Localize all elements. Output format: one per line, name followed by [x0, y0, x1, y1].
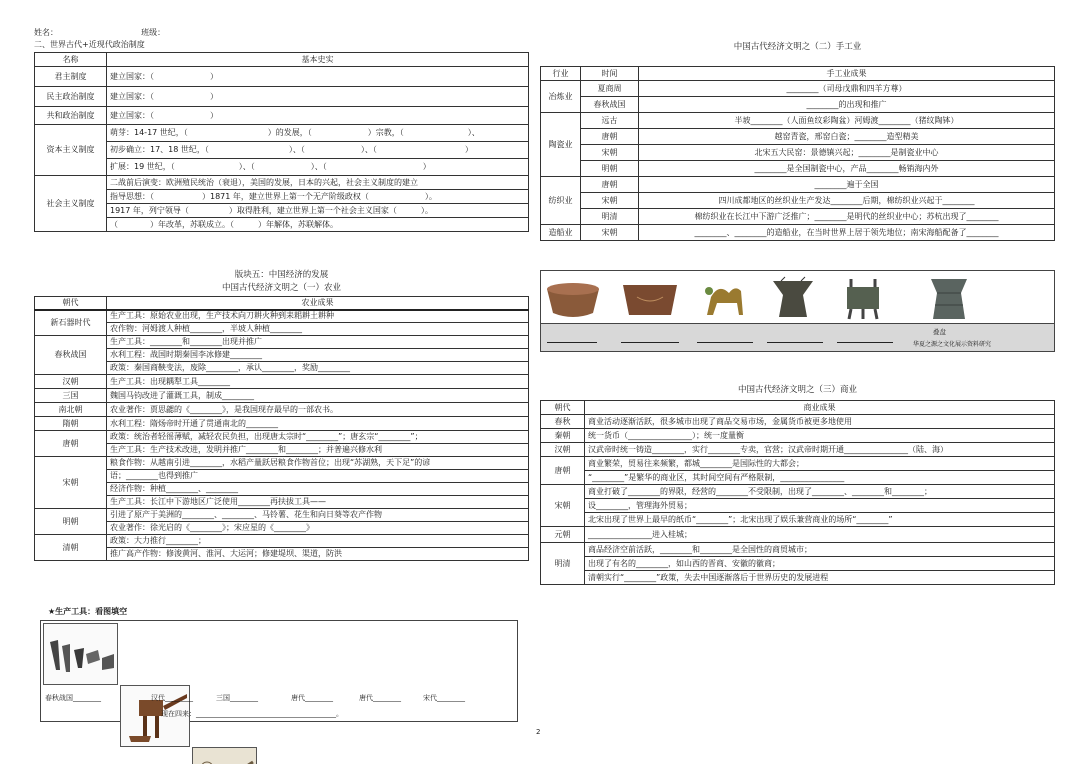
- agri-line: 生产工具：生产技术改进，发明并推广________和________；并普遍兴修水利: [107, 444, 529, 457]
- result-cell: ________遍于全国: [639, 177, 1055, 193]
- commerce-table: [540, 400, 1055, 585]
- tool-caption: 三国________: [216, 694, 258, 702]
- agri-line: 生产工具：长江中下游地区广泛使用________再扶拔工具——: [107, 496, 529, 509]
- dynasty-cell: 宋朝: [35, 457, 107, 509]
- col-head-industry: 行业: [541, 67, 581, 81]
- agri-line: 生产工具：出现耦犁工具________: [107, 375, 529, 389]
- dynasty-cell: 宋朝: [541, 485, 585, 527]
- col-head-dynasty: 朝代: [541, 401, 585, 415]
- commerce-line: 商业活动逐渐活跃，很多城市出现了商品交易市场，金属货币被更多地使用: [585, 415, 1055, 429]
- politics-table-wrap: [34, 52, 529, 232]
- result-cell: 半坡________（人面鱼纹彩陶盆）河姆渡________（猪纹陶钵）: [639, 113, 1055, 129]
- industry-cell: 陶瓷业: [541, 113, 581, 177]
- dynasty-cell: 元朝: [541, 527, 585, 543]
- row-name: 共和政治制度: [35, 107, 107, 125]
- commerce-line: ________________进入桂城；: [585, 527, 1055, 543]
- header-line: [34, 27, 165, 38]
- commerce-line: 北宋出现了世界上最早的纸币“________”；北宋出现了娱乐兼营商业的场所“________”: [585, 513, 1055, 527]
- iron-tools-icon: [44, 624, 118, 685]
- agri-line: 农业著作：贾思勰的《________》，是我国现存最早的一部农书。: [107, 403, 529, 417]
- tool-image: [192, 747, 257, 764]
- commerce-line: 清朝实行“________”政策，失去中国逐渐落后于世界历史的发展进程: [585, 571, 1055, 585]
- blank-line: [621, 342, 679, 343]
- result-cell: 棉纺织业在长江中下游广泛推广；________是明代的丝织业中心；苏杭出现了________: [639, 209, 1055, 225]
- col-head-dynasty: 朝代: [35, 297, 107, 310]
- result-cell: ________、________的造船业，在当时世界上居于领先地位；南宋海船配备了________: [639, 225, 1055, 241]
- agri-line: 政策：统治者轻徭薄赋，减轻农民负担，出现唐太宗时“________”；唐玄宗“________”；: [107, 431, 529, 444]
- dynasty-cell: 三国: [35, 389, 107, 403]
- col-head-name: 名称: [35, 53, 107, 67]
- row-name: 社会主义制度: [35, 176, 107, 232]
- artifact-caption-strip: [541, 323, 1054, 351]
- blank-line: [837, 342, 893, 343]
- agri-title: 中国古代经济文明之（一）农业: [221, 283, 341, 293]
- time-cell: 唐朝: [581, 177, 639, 193]
- commerce-line: 统一货币（________________）；统一度量衡: [585, 429, 1055, 443]
- row-name: 民主政治制度: [35, 87, 107, 107]
- commerce-title: 中国古代经济文明之（三）商业: [737, 385, 857, 395]
- row-line: 建立国家：（ ）: [107, 87, 529, 107]
- time-cell: 远古: [581, 113, 639, 129]
- time-cell: 唐朝: [581, 129, 639, 145]
- blank-line: [767, 342, 823, 343]
- row-name: 君主制度: [35, 67, 107, 87]
- result-cell: ________的出现和推广: [639, 97, 1055, 113]
- page-number: 2: [536, 728, 541, 736]
- dynasty-cell: 春秋战国: [35, 336, 107, 375]
- col-head-achievements: 农业成果: [107, 297, 529, 310]
- row-line: 建立国家：（ ）: [107, 67, 529, 87]
- row-line: 初步确立：17、18 世纪，（ ）、（ ）、（ ）: [107, 142, 529, 159]
- dynasty-cell: 明朝: [35, 509, 107, 535]
- industry-cell: 冶炼业: [541, 81, 581, 113]
- dynasty-cell: 唐朝: [541, 457, 585, 485]
- dynasty-cell: 汉朝: [35, 375, 107, 389]
- tool-caption: 唐代________: [359, 694, 401, 702]
- dynasty-cell: 清朝: [35, 535, 107, 561]
- pottery-bowl-icon: [615, 275, 685, 323]
- class-label: 班级：: [141, 28, 166, 37]
- politics-table: [34, 52, 529, 232]
- economy-title: 版块五：中国经济的发展: [234, 270, 329, 280]
- row-line: 指导思想：（ ）1871 年，建立世界上第一个无产阶级政权（ ）。: [107, 190, 529, 204]
- time-cell: 明清: [581, 209, 639, 225]
- craft-table-wrap: [540, 66, 1055, 241]
- result-cell: ________（司母戊鼎和四羊方尊）: [639, 81, 1055, 97]
- tool-image: [43, 623, 118, 685]
- agri-line: 水利工程：隋炀帝时开通了贯通南北的________: [107, 417, 529, 431]
- tools-bottom-line: 现在四来：________________________________________。: [161, 710, 343, 718]
- time-cell: 宋朝: [581, 193, 639, 209]
- row-line: 建立国家：（ ）: [107, 107, 529, 125]
- commerce-line: 商业繁荣，贸易往来频繁，都城________是国际性的大都会；: [585, 457, 1055, 471]
- commerce-table-wrap: [540, 400, 1055, 585]
- artifact-image: [909, 275, 989, 323]
- craft-title: 中国古代经济文明之（二）手工业: [733, 42, 862, 52]
- craft-table: [540, 66, 1055, 241]
- agri-line: 引进了原产于美洲的________、________、马铃薯、花生和向日葵等农产作物: [107, 509, 529, 522]
- artifact-image: [833, 275, 893, 323]
- agri-line: 语；________也得到推广: [107, 470, 529, 483]
- agri-line: 农作物：河姆渡人种植________，半坡人种植________: [107, 323, 529, 336]
- blank-line: [547, 342, 597, 343]
- col-head-results: 商业成果: [585, 401, 1055, 415]
- commerce-line: 出现了有名的________，如山西的晋商、安徽的徽商；: [585, 557, 1055, 571]
- square-zun-icon: [909, 275, 989, 323]
- painted-pottery-basin-icon: [543, 275, 603, 323]
- agri-line: 水利工程：战国时期秦国李冰修建________: [107, 349, 529, 362]
- commerce-line: 商品经济空前活跃，________和________是全国性的商贸城市；: [585, 543, 1055, 557]
- dynasty-cell: 唐朝: [35, 431, 107, 457]
- dynasty-cell: 秦朝: [541, 429, 585, 443]
- time-cell: 宋朝: [581, 145, 639, 161]
- bronze-zun-icon: [763, 275, 823, 323]
- tool-caption: 唐代________: [291, 694, 333, 702]
- result-cell: 北宋五大民窑：景德镇兴起；________是制瓷业中心: [639, 145, 1055, 161]
- artifact-image: [763, 275, 823, 323]
- artifact-label: 叠盘: [933, 328, 946, 336]
- tool-caption: 宋代________: [423, 694, 465, 702]
- row-line: 1917 年，列宁领导（ ）取得胜利，建立世界上第一个社会主义国家（ ）。: [107, 204, 529, 218]
- agri-line: 生产工具：________和________出现并推广: [107, 336, 529, 349]
- artifact-image: [543, 275, 603, 323]
- agri-line: 魏国马钧改进了灌溉工具，制成________: [107, 389, 529, 403]
- commerce-line: 商业打破了________的界限，经营的________不受限制，出现了________、________和________；: [585, 485, 1055, 499]
- dynasty-cell: 汉朝: [541, 443, 585, 457]
- agri-table-wrap: [34, 296, 529, 561]
- industry-cell: 造船业: [541, 225, 581, 241]
- tool-caption: 汉代________: [151, 694, 193, 702]
- result-cell: ________是全国制瓷中心，产品________畅销海内外: [639, 161, 1055, 177]
- time-cell: 宋朝: [581, 225, 639, 241]
- name-label: 姓名：: [34, 28, 58, 37]
- result-cell: 四川成都地区的丝织业生产发达________后期，棉纺织业兴起于________: [639, 193, 1055, 209]
- industry-cell: 纺织业: [541, 177, 581, 225]
- row-line: 二战前后演变：欧洲殖民统治（衰退），美国的发展，日本的兴起，社会主义制度的建立: [107, 176, 529, 190]
- chain-pump-drawing-icon: [193, 748, 257, 764]
- agri-line: 推广高产作物：修浚黄河、淮河、大运河；修建堤坝、渠道，防洪: [107, 548, 529, 561]
- commerce-line: 设________，管理海外贸易；: [585, 499, 1055, 513]
- result-cell: 越窑青瓷，邢窑白瓷；________造型精美: [639, 129, 1055, 145]
- dynasty-cell: 明清: [541, 543, 585, 585]
- artifact-image: [615, 275, 685, 323]
- tools-title: ★生产工具：看图填空: [48, 607, 128, 616]
- artifact-note: 华夏之源之文化展示资料研究: [913, 341, 992, 348]
- row-name: 资本主义制度: [35, 125, 107, 176]
- time-cell: 明朝: [581, 161, 639, 177]
- row-line: （ ）年改革，苏联成立。（ ）年解体，苏联解体。: [107, 218, 529, 232]
- time-cell: 春秋战国: [581, 97, 639, 113]
- artifacts-panel: [540, 270, 1055, 352]
- artifact-image: [695, 275, 755, 323]
- dynasty-cell: 新石器时代: [35, 310, 107, 336]
- col-head-results: 手工业成果: [639, 67, 1055, 81]
- row-line: 萌芽：14-17 世纪，（ ）的发展，（ ）宗教，（ ）、: [107, 125, 529, 142]
- bronze-ding-icon: [833, 275, 893, 323]
- tri-color-camel-icon: [695, 275, 755, 323]
- col-head-time: 时间: [581, 67, 639, 81]
- time-cell: 夏商周: [581, 81, 639, 97]
- blank-line: [697, 342, 753, 343]
- agri-table: [34, 296, 529, 561]
- agri-line: 政策：秦国商鞅变法，废除________，承认________，奖励________: [107, 362, 529, 375]
- section-title: 二、世界古代+近现代政治制度: [34, 40, 145, 49]
- agri-line: 生产工具：原始农业出现，生产技术向刀耕火种到耒耜耕土耕种: [107, 310, 529, 323]
- commerce-line: “________”是繁华的商业区，其时间空间有严格限制，________________: [585, 471, 1055, 485]
- dynasty-cell: 春秋: [541, 415, 585, 429]
- tools-panel: [40, 620, 518, 722]
- dynasty-cell: 南北朝: [35, 403, 107, 417]
- col-head-facts: 基本史实: [107, 53, 529, 67]
- row-line: 扩展：19 世纪，（ ）、（ ）、（ ）: [107, 159, 529, 176]
- agri-line: 经济作物：种植________、________: [107, 483, 529, 496]
- tool-caption: 春秋战国________: [45, 694, 101, 702]
- agri-line: 农业著作：徐光启的《________》；宋应星的《________》: [107, 522, 529, 535]
- commerce-line: 汉武帝时统一铸造________，实行________专卖，官营；汉武帝时期开通________________（陆、海）: [585, 443, 1055, 457]
- agri-line: 政策：大力推行________；: [107, 535, 529, 548]
- agri-line: 粮食作物：从越南引进________，水稻产量跃居粮食作物首位；出现“苏湖熟，天下足”的谚: [107, 457, 529, 470]
- dynasty-cell: 隋朝: [35, 417, 107, 431]
